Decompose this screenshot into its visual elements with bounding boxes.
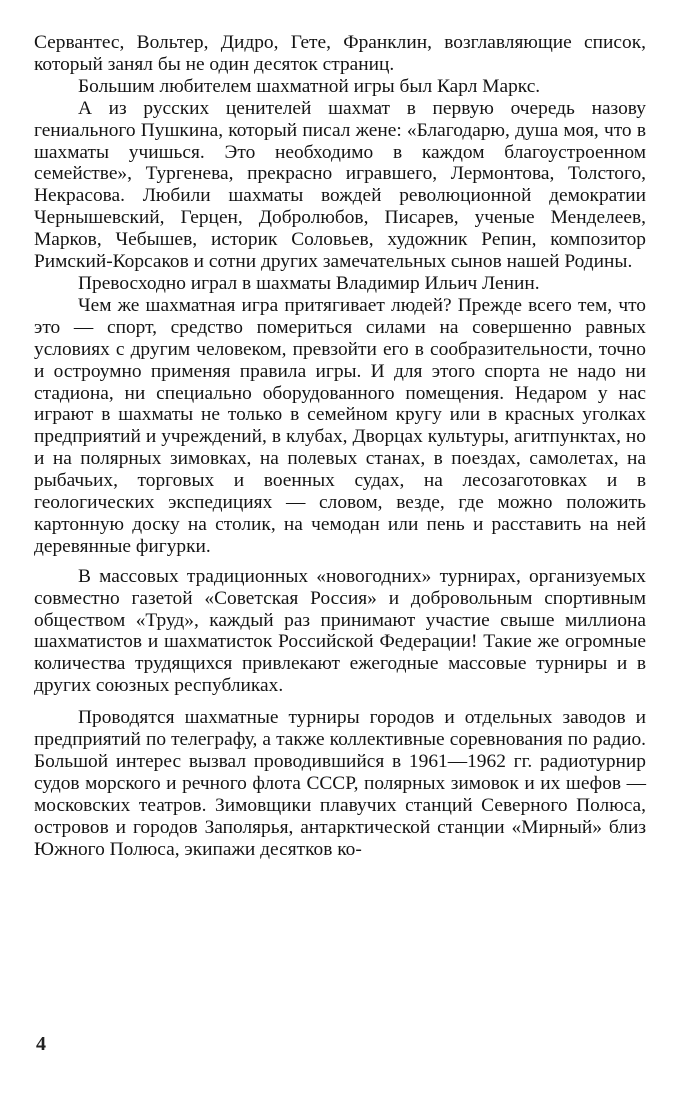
- paragraph-1: Сервантес, Вольтер, Дидро, Гете, Франклин, возглавляющие список, который занял бы не один десяток страниц.: [34, 32, 646, 75]
- paragraph-2: Большим любителем шахматной игры был Карл Маркс.: [78, 75, 541, 97]
- paragraph-5: Чем же шахматная игра притягивает людей? Прежде всего тем, что это — спорт, средство помериться силами на совершенно равных условиях с другим человеком, превзойти его в сообразительности, точно и остроумно применяя правила игры. И для этого спорта не надо ни стадиона, ни специально оборудованного помещения. Недаром у нас играют в шахматы не только в семейном кругу или в красных уголках предприятий и учреждений, в клубах, Дворцах культуры, агитпунктах, но и на полярных зимовках, на полевых станах, в поездах, самолетах, на рыбачьих, торговых и военных судах, на лесозаготовках и в геологических экспедициях — словом, везде, где можно положить картонную доску на столик, на чемодан или пень и расставить на ней деревянные фигурки.: [34, 294, 646, 557]
- paragraph-4: Превосходно играл в шахматы Владимир Ильич Ленин.: [78, 272, 540, 294]
- paragraph-6: В массовых традиционных «новогодних» турнирах, организуемых совместно газетой «Советская Россия» и добровольным спортивным обществом «Труд», каждый раз принимают участие свыше миллиона шахматистов и шахматисток Российской Федерации! Такие же огромные количества трудящихся привлекают ежегодные массовые турниры и в других союзных республиках.: [34, 565, 646, 697]
- paragraph-7: Проводятся шахматные турниры городов и отдельных заводов и предприятий по телеграфу, а также коллективные соревнования по радио. Большой интерес вызвал проводившийся в 1961—1962 гг. радиотурнир судов морского и речного флота СССР, полярных зимовок и их шефов — московских театров. Зимовщики плавучих станций Северного Полюса, островов и городов Заполярья, антарктической станции «Мирный» близ Южного Полюса, экипажи десятков ко-: [34, 707, 646, 860]
- page-number: 4: [36, 1033, 46, 1055]
- page-body: [34, 32, 646, 861]
- paragraph-3: А из русских ценителей шахмат в первую очередь назову гениального Пушкина, который писал жене: «Благодарю, душа моя, что в шахматы учишься. Это необходимо в каждом благоустроенном семействе», Тургенева, прекрасно игравшего, Лермонтова, Толстого, Некрасова. Любили шахматы вождей революционной демократии Чернышевский, Герцен, Добролюбов, Писарев, ученые Менделеев, Марков, Чебышев, историк Соловьев, художник Репин, композитор Римский-Корсаков и сотни других замечательных сынов нашей Родины.: [34, 97, 646, 273]
